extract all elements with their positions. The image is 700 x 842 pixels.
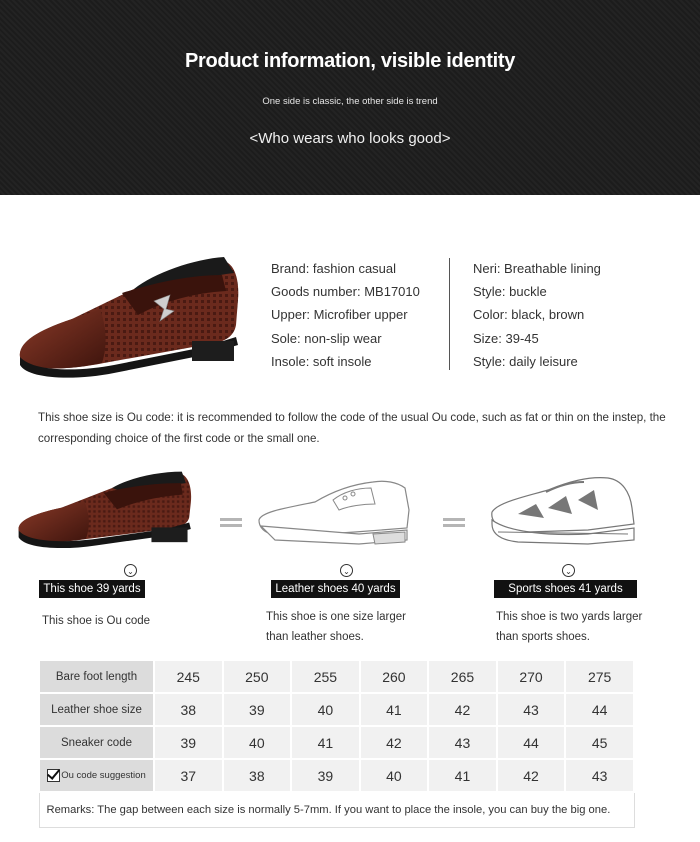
table-cell: 275: [565, 660, 634, 693]
leather-shoe-desc: This shoe is one size larger than leather shoes.: [266, 611, 406, 643]
table-row: [39, 693, 634, 726]
table-cell: 40: [291, 693, 360, 726]
specs-divider: [449, 258, 450, 370]
chevron-down-icon: ⌄: [562, 564, 575, 577]
table-row: [39, 792, 634, 828]
row-header-label: Ou code suggestion: [61, 770, 146, 782]
equals-sign-2: [443, 518, 465, 527]
spec-color: Color: black, brown: [473, 307, 585, 323]
size-table: [38, 659, 635, 828]
table-cell: 43: [565, 759, 634, 792]
table-cell: 44: [565, 693, 634, 726]
table-row: [39, 660, 634, 693]
table-remarks: Remarks: The gap between each size is normally 5-7mm. If you want to place the insole, you can buy the big one.: [39, 792, 634, 828]
table-cell: 45: [565, 726, 634, 759]
table-cell: 42: [360, 726, 429, 759]
spec-style-occasion: Style: daily leisure: [473, 353, 578, 369]
header-banner: [0, 0, 700, 195]
spec-insole: Insole: soft insole: [271, 353, 372, 369]
table-cell: 41: [428, 759, 497, 792]
this-shoe-label: This shoe 39 yards: [39, 580, 145, 598]
leather-shoe-label: Leather shoes 40 yards: [271, 580, 400, 598]
row-header: Bare foot length: [39, 660, 154, 693]
table-cell: 245: [154, 660, 223, 693]
specs-left-column: [271, 257, 420, 373]
table-cell: 42: [497, 759, 566, 792]
table-cell: 38: [223, 759, 292, 792]
spec-upper: Upper: Microfiber upper: [271, 307, 408, 323]
size-note: This shoe size is Ou code: it is recommended to follow the code of the usual Ou code, such as fat or thin on the instep, the corresponding choice of the first code or the small one.: [38, 411, 666, 445]
table-cell: 42: [428, 693, 497, 726]
table-cell: 39: [154, 726, 223, 759]
table-cell: 44: [497, 726, 566, 759]
banner-title: Product information, visible identity: [184, 50, 516, 72]
this-shoe-image: [10, 470, 206, 552]
table-cell: 41: [360, 693, 429, 726]
product-shoe-image: [14, 245, 244, 390]
this-shoe-desc: This shoe is Ou code: [42, 615, 151, 627]
table-cell: 41: [291, 726, 360, 759]
banner-subtitle: One side is classic, the other side is trend: [262, 96, 438, 107]
table-cell: 40: [223, 726, 292, 759]
table-cell: 39: [223, 693, 292, 726]
table-cell: 37: [154, 759, 223, 792]
table-cell: 265: [428, 660, 497, 693]
equals-sign-1: [220, 518, 242, 527]
sports-shoe-outline: [488, 474, 638, 550]
leather-shoe-outline: [255, 478, 417, 548]
table-row: [39, 726, 634, 759]
checkmark-icon: [47, 769, 60, 782]
table-cell: 40: [360, 759, 429, 792]
table-cell: 270: [497, 660, 566, 693]
sports-shoe-desc: This shoe is two yards larger than sports shoes.: [496, 611, 643, 643]
chevron-down-icon: ⌄: [124, 564, 137, 577]
table-cell: 43: [428, 726, 497, 759]
table-cell: 260: [360, 660, 429, 693]
spec-goods-number: Goods number: MB17010: [271, 284, 420, 300]
table-cell: 255: [291, 660, 360, 693]
spec-size: Size: 39-45: [473, 330, 539, 346]
sports-shoe-label: Sports shoes 41 yards: [494, 580, 637, 598]
table-cell: 43: [497, 693, 566, 726]
spec-lining: Neri: Breathable lining: [473, 261, 601, 276]
row-header-ou-code: [39, 759, 154, 792]
table-cell: 39: [291, 759, 360, 792]
row-header: Sneaker code: [39, 726, 154, 759]
spec-sole: Sole: non-slip wear: [271, 330, 382, 346]
specs-right-column: [473, 257, 601, 373]
table-cell: 250: [223, 660, 292, 693]
table-cell: 38: [154, 693, 223, 726]
spec-style: Style: buckle: [473, 284, 547, 300]
spec-brand: Brand: fashion casual: [271, 261, 397, 276]
table-row: [39, 759, 634, 792]
chevron-down-icon: ⌄: [340, 564, 353, 577]
row-header: Leather shoe size: [39, 693, 154, 726]
banner-tagline: <Who wears who looks good>: [249, 130, 451, 147]
